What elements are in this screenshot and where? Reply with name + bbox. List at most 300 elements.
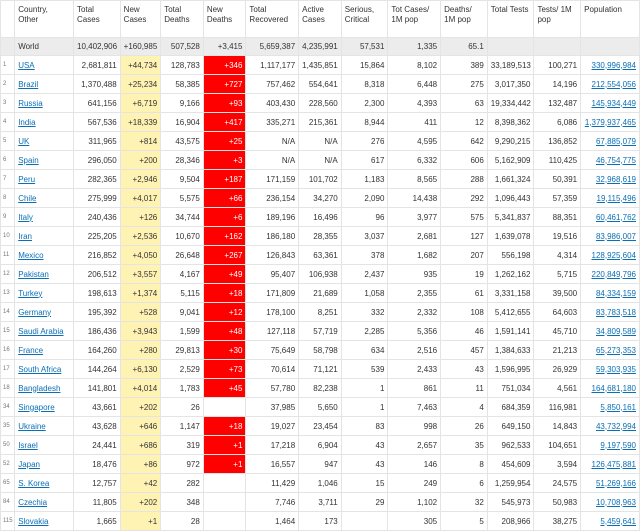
total-recovered-cell: 1,117,177 <box>246 56 299 75</box>
row-number: 1 <box>1 56 15 75</box>
new-cases-cell: +160,985 <box>120 38 161 56</box>
total-recovered-cell: N/A <box>246 132 299 151</box>
country-name <box>15 75 74 94</box>
tests-per-million-cell: 14,196 <box>534 75 581 94</box>
deaths-per-million-cell: 207 <box>441 246 488 265</box>
country-name <box>15 322 74 341</box>
country-link[interactable]: Turkey <box>18 288 43 298</box>
tests-per-million-cell: 21,213 <box>534 341 581 360</box>
population-cell <box>581 360 640 379</box>
serious-critical-cell: 96 <box>341 208 388 227</box>
tests-per-million-cell: 104,651 <box>534 436 581 455</box>
total-deaths-cell: 128,783 <box>161 56 204 75</box>
total-recovered-cell: 70,614 <box>246 360 299 379</box>
serious-critical-cell: 8,318 <box>341 75 388 94</box>
total-recovered-cell: 757,462 <box>246 75 299 94</box>
total-deaths-cell: 348 <box>161 493 204 512</box>
cases-per-million-cell: 8,102 <box>388 56 441 75</box>
table-row <box>1 512 640 531</box>
table-row <box>1 265 640 284</box>
total-tests-cell: 19,334,442 <box>487 94 534 113</box>
country-link[interactable]: Czechia <box>18 497 48 507</box>
population-link[interactable]: 32,968,619 <box>595 174 636 184</box>
country-link[interactable]: Pakistan <box>18 269 49 279</box>
new-cases-cell: +6,130 <box>120 360 161 379</box>
table-row <box>1 56 640 75</box>
new-deaths-cell: +162 <box>203 227 246 246</box>
total-recovered-cell: 5,659,387 <box>246 38 299 56</box>
header-active-cases[interactable]: Active Cases <box>299 1 342 38</box>
new-deaths-cell: +18 <box>203 284 246 303</box>
row-number: 84 <box>1 493 15 512</box>
total-recovered-cell: 127,118 <box>246 322 299 341</box>
population-cell <box>581 303 640 322</box>
serious-critical-cell: 378 <box>341 246 388 265</box>
population-link[interactable]: 5,850,161 <box>600 402 636 412</box>
new-cases-cell: +126 <box>120 208 161 227</box>
active-cases-cell: 228,560 <box>299 94 342 113</box>
row-number: 5 <box>1 132 15 151</box>
tests-per-million-cell: 100,271 <box>534 56 581 75</box>
tests-per-million-cell: 50,391 <box>534 170 581 189</box>
deaths-per-million-cell: 642 <box>441 132 488 151</box>
row-number: 50 <box>1 436 15 455</box>
country-link[interactable]: Singapore <box>18 402 55 412</box>
tests-per-million-cell: 39,500 <box>534 284 581 303</box>
country-link[interactable]: India <box>18 117 36 127</box>
table-header-row <box>1 1 640 38</box>
country-name <box>15 512 74 531</box>
population-link[interactable]: 5,459,641 <box>600 516 636 526</box>
total-cases-cell: 282,365 <box>74 170 121 189</box>
header-deaths-per-million[interactable]: Deaths/ 1M pop <box>441 1 488 38</box>
tests-per-million-cell: 50,983 <box>534 493 581 512</box>
population-cell <box>581 379 640 398</box>
serious-critical-cell: 8,944 <box>341 113 388 132</box>
cases-per-million-cell: 935 <box>388 265 441 284</box>
table-row <box>1 170 640 189</box>
row-number: 2 <box>1 75 15 94</box>
total-deaths-cell: 5,115 <box>161 284 204 303</box>
population-cell <box>581 113 640 132</box>
serious-critical-cell: 1,058 <box>341 284 388 303</box>
total-recovered-cell: 171,809 <box>246 284 299 303</box>
cases-per-million-cell: 7,463 <box>388 398 441 417</box>
country-link[interactable]: Peru <box>18 174 36 184</box>
cases-per-million-cell: 2,657 <box>388 436 441 455</box>
active-cases-cell: 23,454 <box>299 417 342 436</box>
tests-per-million-cell: 24,575 <box>534 474 581 493</box>
active-cases-cell: 554,641 <box>299 75 342 94</box>
new-deaths-cell: +267 <box>203 246 246 265</box>
serious-critical-cell: 3,037 <box>341 227 388 246</box>
population-cell <box>581 341 640 360</box>
country-name <box>15 284 74 303</box>
row-number: 35 <box>1 417 15 436</box>
row-number: 52 <box>1 455 15 474</box>
row-number: 18 <box>1 379 15 398</box>
population-cell <box>581 246 640 265</box>
population-link[interactable]: 43,732,994 <box>595 421 636 431</box>
serious-critical-cell: 15 <box>341 474 388 493</box>
table-row <box>1 474 640 493</box>
total-cases-cell: 311,965 <box>74 132 121 151</box>
total-cases-cell: 1,370,488 <box>74 75 121 94</box>
deaths-per-million-cell: 26 <box>441 417 488 436</box>
total-tests-cell: 3,017,350 <box>487 75 534 94</box>
population-link[interactable]: 84,334,159 <box>595 288 636 298</box>
total-tests-cell: 1,639,078 <box>487 227 534 246</box>
table-row <box>1 341 640 360</box>
country-link[interactable]: Saudi Arabia <box>18 326 64 336</box>
header-total-tests[interactable]: Total Tests <box>487 1 534 38</box>
new-deaths-cell: +417 <box>203 113 246 132</box>
row-number: 11 <box>1 246 15 265</box>
deaths-per-million-cell: 35 <box>441 436 488 455</box>
country-link[interactable]: Italy <box>18 212 33 222</box>
active-cases-cell: 6,904 <box>299 436 342 455</box>
cases-per-million-cell: 8,565 <box>388 170 441 189</box>
world-total-row <box>1 38 640 56</box>
new-deaths-cell: +727 <box>203 75 246 94</box>
cases-per-million-cell: 2,355 <box>388 284 441 303</box>
total-tests-cell <box>487 38 534 56</box>
country-link[interactable]: Mexico <box>18 250 44 260</box>
population-link[interactable]: 51,269,166 <box>595 478 636 488</box>
tests-per-million-cell: 38,275 <box>534 512 581 531</box>
deaths-per-million-cell: 65.1 <box>441 38 488 56</box>
population-link[interactable]: 67,885,079 <box>595 136 636 146</box>
active-cases-cell: 21,689 <box>299 284 342 303</box>
total-tests-cell: 1,259,954 <box>487 474 534 493</box>
cases-per-million-cell: 2,681 <box>388 227 441 246</box>
total-cases-cell: 195,392 <box>74 303 121 322</box>
new-deaths-cell <box>203 493 246 512</box>
active-cases-cell: 215,361 <box>299 113 342 132</box>
active-cases-cell: 1,046 <box>299 474 342 493</box>
total-cases-cell: 225,205 <box>74 227 121 246</box>
tests-per-million-cell: 5,715 <box>534 265 581 284</box>
total-cases-cell: 43,661 <box>74 398 121 417</box>
table-row <box>1 75 640 94</box>
population-link[interactable]: 9,197,590 <box>600 440 636 450</box>
new-cases-cell: +1 <box>120 512 161 531</box>
tests-per-million-cell: 64,603 <box>534 303 581 322</box>
active-cases-cell: 63,361 <box>299 246 342 265</box>
tests-per-million-cell: 45,710 <box>534 322 581 341</box>
active-cases-cell: N/A <box>299 132 342 151</box>
cases-per-million-cell: 861 <box>388 379 441 398</box>
total-cases-cell: 275,999 <box>74 189 121 208</box>
population-cell <box>581 208 640 227</box>
tests-per-million-cell: 110,425 <box>534 151 581 170</box>
population-link[interactable]: 10,708,963 <box>595 497 636 507</box>
total-tests-cell: 649,150 <box>487 417 534 436</box>
country-name <box>15 265 74 284</box>
total-tests-cell: 454,609 <box>487 455 534 474</box>
total-deaths-cell: 28,346 <box>161 151 204 170</box>
population-cell <box>581 75 640 94</box>
total-cases-cell: 216,852 <box>74 246 121 265</box>
total-cases-cell: 198,613 <box>74 284 121 303</box>
country-name <box>15 56 74 75</box>
row-number: 34 <box>1 398 15 417</box>
cases-per-million-cell: 3,977 <box>388 208 441 227</box>
deaths-per-million-cell: 127 <box>441 227 488 246</box>
header-cases-per-million[interactable]: Tot Cases/ 1M pop <box>388 1 441 38</box>
total-deaths-cell: 282 <box>161 474 204 493</box>
deaths-per-million-cell: 19 <box>441 265 488 284</box>
population-link[interactable]: 59,303,935 <box>595 364 636 374</box>
total-tests-cell: 33,189,513 <box>487 56 534 75</box>
active-cases-cell: 1,435,851 <box>299 56 342 75</box>
row-number: 8 <box>1 189 15 208</box>
population-cell <box>581 151 640 170</box>
new-deaths-cell: +30 <box>203 341 246 360</box>
header-new-deaths[interactable]: New Deaths <box>203 1 246 38</box>
total-cases-cell: 10,402,906 <box>74 38 121 56</box>
row-number: 7 <box>1 170 15 189</box>
population-link[interactable]: 145,934,449 <box>591 98 636 108</box>
header-new-cases[interactable]: New Cases <box>120 1 161 38</box>
total-cases-cell: 1,665 <box>74 512 121 531</box>
cases-per-million-cell: 1,682 <box>388 246 441 265</box>
table-row <box>1 493 640 512</box>
country-link[interactable]: USA <box>18 60 35 70</box>
table-row <box>1 436 640 455</box>
total-recovered-cell: 1,464 <box>246 512 299 531</box>
total-recovered-cell: 189,196 <box>246 208 299 227</box>
new-cases-cell: +3,943 <box>120 322 161 341</box>
total-recovered-cell: 19,027 <box>246 417 299 436</box>
serious-critical-cell: 2,300 <box>341 94 388 113</box>
tests-per-million-cell: 19,516 <box>534 227 581 246</box>
serious-critical-cell: 539 <box>341 360 388 379</box>
total-cases-cell: 641,156 <box>74 94 121 113</box>
country-link[interactable]: Israel <box>18 440 38 450</box>
total-cases-cell: 18,476 <box>74 455 121 474</box>
row-number: 3 <box>1 94 15 113</box>
active-cases-cell: 34,270 <box>299 189 342 208</box>
cases-per-million-cell: 305 <box>388 512 441 531</box>
total-cases-cell: 240,436 <box>74 208 121 227</box>
row-number: 14 <box>1 303 15 322</box>
population-link[interactable]: 220,849,796 <box>591 269 636 279</box>
population-link[interactable]: 164,681,180 <box>591 383 636 393</box>
table-row <box>1 208 640 227</box>
total-tests-cell: 556,198 <box>487 246 534 265</box>
row-number: 16 <box>1 341 15 360</box>
total-deaths-cell: 9,041 <box>161 303 204 322</box>
new-cases-cell: +86 <box>120 455 161 474</box>
tests-per-million-cell: 6,086 <box>534 113 581 132</box>
population-cell <box>581 284 640 303</box>
row-number: 12 <box>1 265 15 284</box>
country-name <box>15 303 74 322</box>
total-deaths-cell: 1,783 <box>161 379 204 398</box>
active-cases-cell: 16,496 <box>299 208 342 227</box>
cases-per-million-cell: 4,393 <box>388 94 441 113</box>
country-link[interactable]: Brazil <box>18 79 39 89</box>
total-deaths-cell: 972 <box>161 455 204 474</box>
total-tests-cell: 8,398,362 <box>487 113 534 132</box>
total-cases-cell: 12,757 <box>74 474 121 493</box>
deaths-per-million-cell: 389 <box>441 56 488 75</box>
new-deaths-cell: +3 <box>203 151 246 170</box>
population-link[interactable]: 65,273,353 <box>595 345 636 355</box>
population-link[interactable]: 19,115,496 <box>596 193 636 203</box>
tests-per-million-cell: 14,843 <box>534 417 581 436</box>
new-deaths-cell <box>203 512 246 531</box>
tests-per-million-cell: 116,981 <box>534 398 581 417</box>
total-recovered-cell: 16,557 <box>246 455 299 474</box>
population-cell <box>581 227 640 246</box>
table-row <box>1 151 640 170</box>
deaths-per-million-cell: 43 <box>441 360 488 379</box>
country-link[interactable]: UK <box>18 136 30 146</box>
header-total-recovered[interactable]: Total Recovered <box>246 1 299 38</box>
total-recovered-cell: 178,100 <box>246 303 299 322</box>
tests-per-million-cell: 132,487 <box>534 94 581 113</box>
total-recovered-cell: 95,407 <box>246 265 299 284</box>
active-cases-cell: 8,251 <box>299 303 342 322</box>
table-body <box>1 38 640 531</box>
header-total-cases[interactable]: Total Cases <box>74 1 121 38</box>
total-tests-cell: 751,034 <box>487 379 534 398</box>
population-link[interactable]: 34,809,589 <box>595 326 636 336</box>
serious-critical-cell: 83 <box>341 417 388 436</box>
new-cases-cell: +2,536 <box>120 227 161 246</box>
country-link[interactable]: Ukraine <box>18 421 46 431</box>
total-recovered-cell: 17,218 <box>246 436 299 455</box>
population-cell <box>581 132 640 151</box>
country-link[interactable]: Iran <box>18 231 32 241</box>
total-tests-cell: 5,341,837 <box>487 208 534 227</box>
header-total-deaths[interactable]: Total Deaths <box>161 1 204 38</box>
header-country[interactable]: Country, Other <box>15 1 74 38</box>
population-cell <box>581 455 640 474</box>
country-name <box>15 341 74 360</box>
country-link[interactable]: Chile <box>18 193 37 203</box>
country-name <box>15 493 74 512</box>
serious-critical-cell: 276 <box>341 132 388 151</box>
population-link[interactable]: 126,475,881 <box>591 459 636 469</box>
cases-per-million-cell: 5,356 <box>388 322 441 341</box>
serious-critical-cell: 1 <box>341 379 388 398</box>
active-cases-cell: 947 <box>299 455 342 474</box>
country-link[interactable]: Japan <box>18 459 40 469</box>
total-recovered-cell: 126,843 <box>246 246 299 265</box>
new-cases-cell: +6,719 <box>120 94 161 113</box>
new-deaths-cell: +49 <box>203 265 246 284</box>
country-name <box>15 436 74 455</box>
serious-critical-cell: 43 <box>341 436 388 455</box>
population-link[interactable]: 60,461,762 <box>595 212 636 222</box>
deaths-per-million-cell: 6 <box>441 474 488 493</box>
total-recovered-cell: 57,780 <box>246 379 299 398</box>
serious-critical-cell: 617 <box>341 151 388 170</box>
country-name <box>15 417 74 436</box>
population-cell <box>581 512 640 531</box>
total-deaths-cell: 1,599 <box>161 322 204 341</box>
new-cases-cell: +528 <box>120 303 161 322</box>
country-link[interactable]: South Africa <box>18 364 62 374</box>
population-link[interactable]: 212,554,056 <box>591 79 636 89</box>
header-population[interactable]: Population <box>581 1 640 38</box>
country-name <box>15 151 74 170</box>
population-cell <box>581 417 640 436</box>
total-tests-cell: 1,384,633 <box>487 341 534 360</box>
country-link[interactable]: Bangladesh <box>18 383 61 393</box>
table-row <box>1 455 640 474</box>
new-deaths-cell: +187 <box>203 170 246 189</box>
country-link[interactable]: S. Korea <box>18 478 50 488</box>
new-cases-cell: +4,017 <box>120 189 161 208</box>
active-cases-cell: 173 <box>299 512 342 531</box>
population-link[interactable]: 83,783,518 <box>595 307 636 317</box>
total-cases-cell: 567,536 <box>74 113 121 132</box>
header-serious-critical[interactable]: Serious, Critical <box>341 1 388 38</box>
total-deaths-cell: 9,504 <box>161 170 204 189</box>
population-link[interactable]: 330,996,984 <box>591 60 636 70</box>
country-link[interactable]: Slovakia <box>18 516 49 526</box>
deaths-per-million-cell: 575 <box>441 208 488 227</box>
population-link[interactable]: 83,986,007 <box>595 231 636 241</box>
cases-per-million-cell: 14,438 <box>388 189 441 208</box>
country-name <box>15 170 74 189</box>
active-cases-cell: 3,711 <box>299 493 342 512</box>
country-link[interactable]: France <box>18 345 44 355</box>
country-link[interactable]: Spain <box>18 155 39 165</box>
table-row <box>1 189 640 208</box>
country-link[interactable]: Germany <box>18 307 52 317</box>
active-cases-cell: N/A <box>299 151 342 170</box>
new-deaths-cell: +1 <box>203 455 246 474</box>
new-cases-cell: +44,734 <box>120 56 161 75</box>
row-number: 4 <box>1 113 15 132</box>
total-tests-cell: 1,591,141 <box>487 322 534 341</box>
new-deaths-cell: +3,415 <box>203 38 246 56</box>
cases-per-million-cell: 249 <box>388 474 441 493</box>
deaths-per-million-cell: 275 <box>441 75 488 94</box>
active-cases-cell: 4,235,991 <box>299 38 342 56</box>
header-number[interactable] <box>1 1 15 38</box>
total-tests-cell: 962,533 <box>487 436 534 455</box>
total-deaths-cell: 5,575 <box>161 189 204 208</box>
cases-per-million-cell: 2,516 <box>388 341 441 360</box>
header-tests-per-million[interactable]: Tests/ 1M pop <box>534 1 581 38</box>
table-row <box>1 132 640 151</box>
population-link[interactable]: 46,754,775 <box>595 155 636 165</box>
total-recovered-cell: 186,180 <box>246 227 299 246</box>
serious-critical-cell: 29 <box>341 493 388 512</box>
deaths-per-million-cell: 457 <box>441 341 488 360</box>
population-link[interactable]: 128,925,604 <box>591 250 636 260</box>
row-number: 17 <box>1 360 15 379</box>
new-cases-cell: +202 <box>120 493 161 512</box>
population-link[interactable]: 1,379,937,465 <box>584 117 636 127</box>
table-row <box>1 417 640 436</box>
total-recovered-cell: 7,746 <box>246 493 299 512</box>
cases-per-million-cell: 2,332 <box>388 303 441 322</box>
population-cell <box>581 398 640 417</box>
country-name <box>15 474 74 493</box>
table-row <box>1 284 640 303</box>
new-cases-cell: +646 <box>120 417 161 436</box>
active-cases-cell: 71,121 <box>299 360 342 379</box>
total-cases-cell: 206,512 <box>74 265 121 284</box>
country-link[interactable]: Russia <box>18 98 43 108</box>
